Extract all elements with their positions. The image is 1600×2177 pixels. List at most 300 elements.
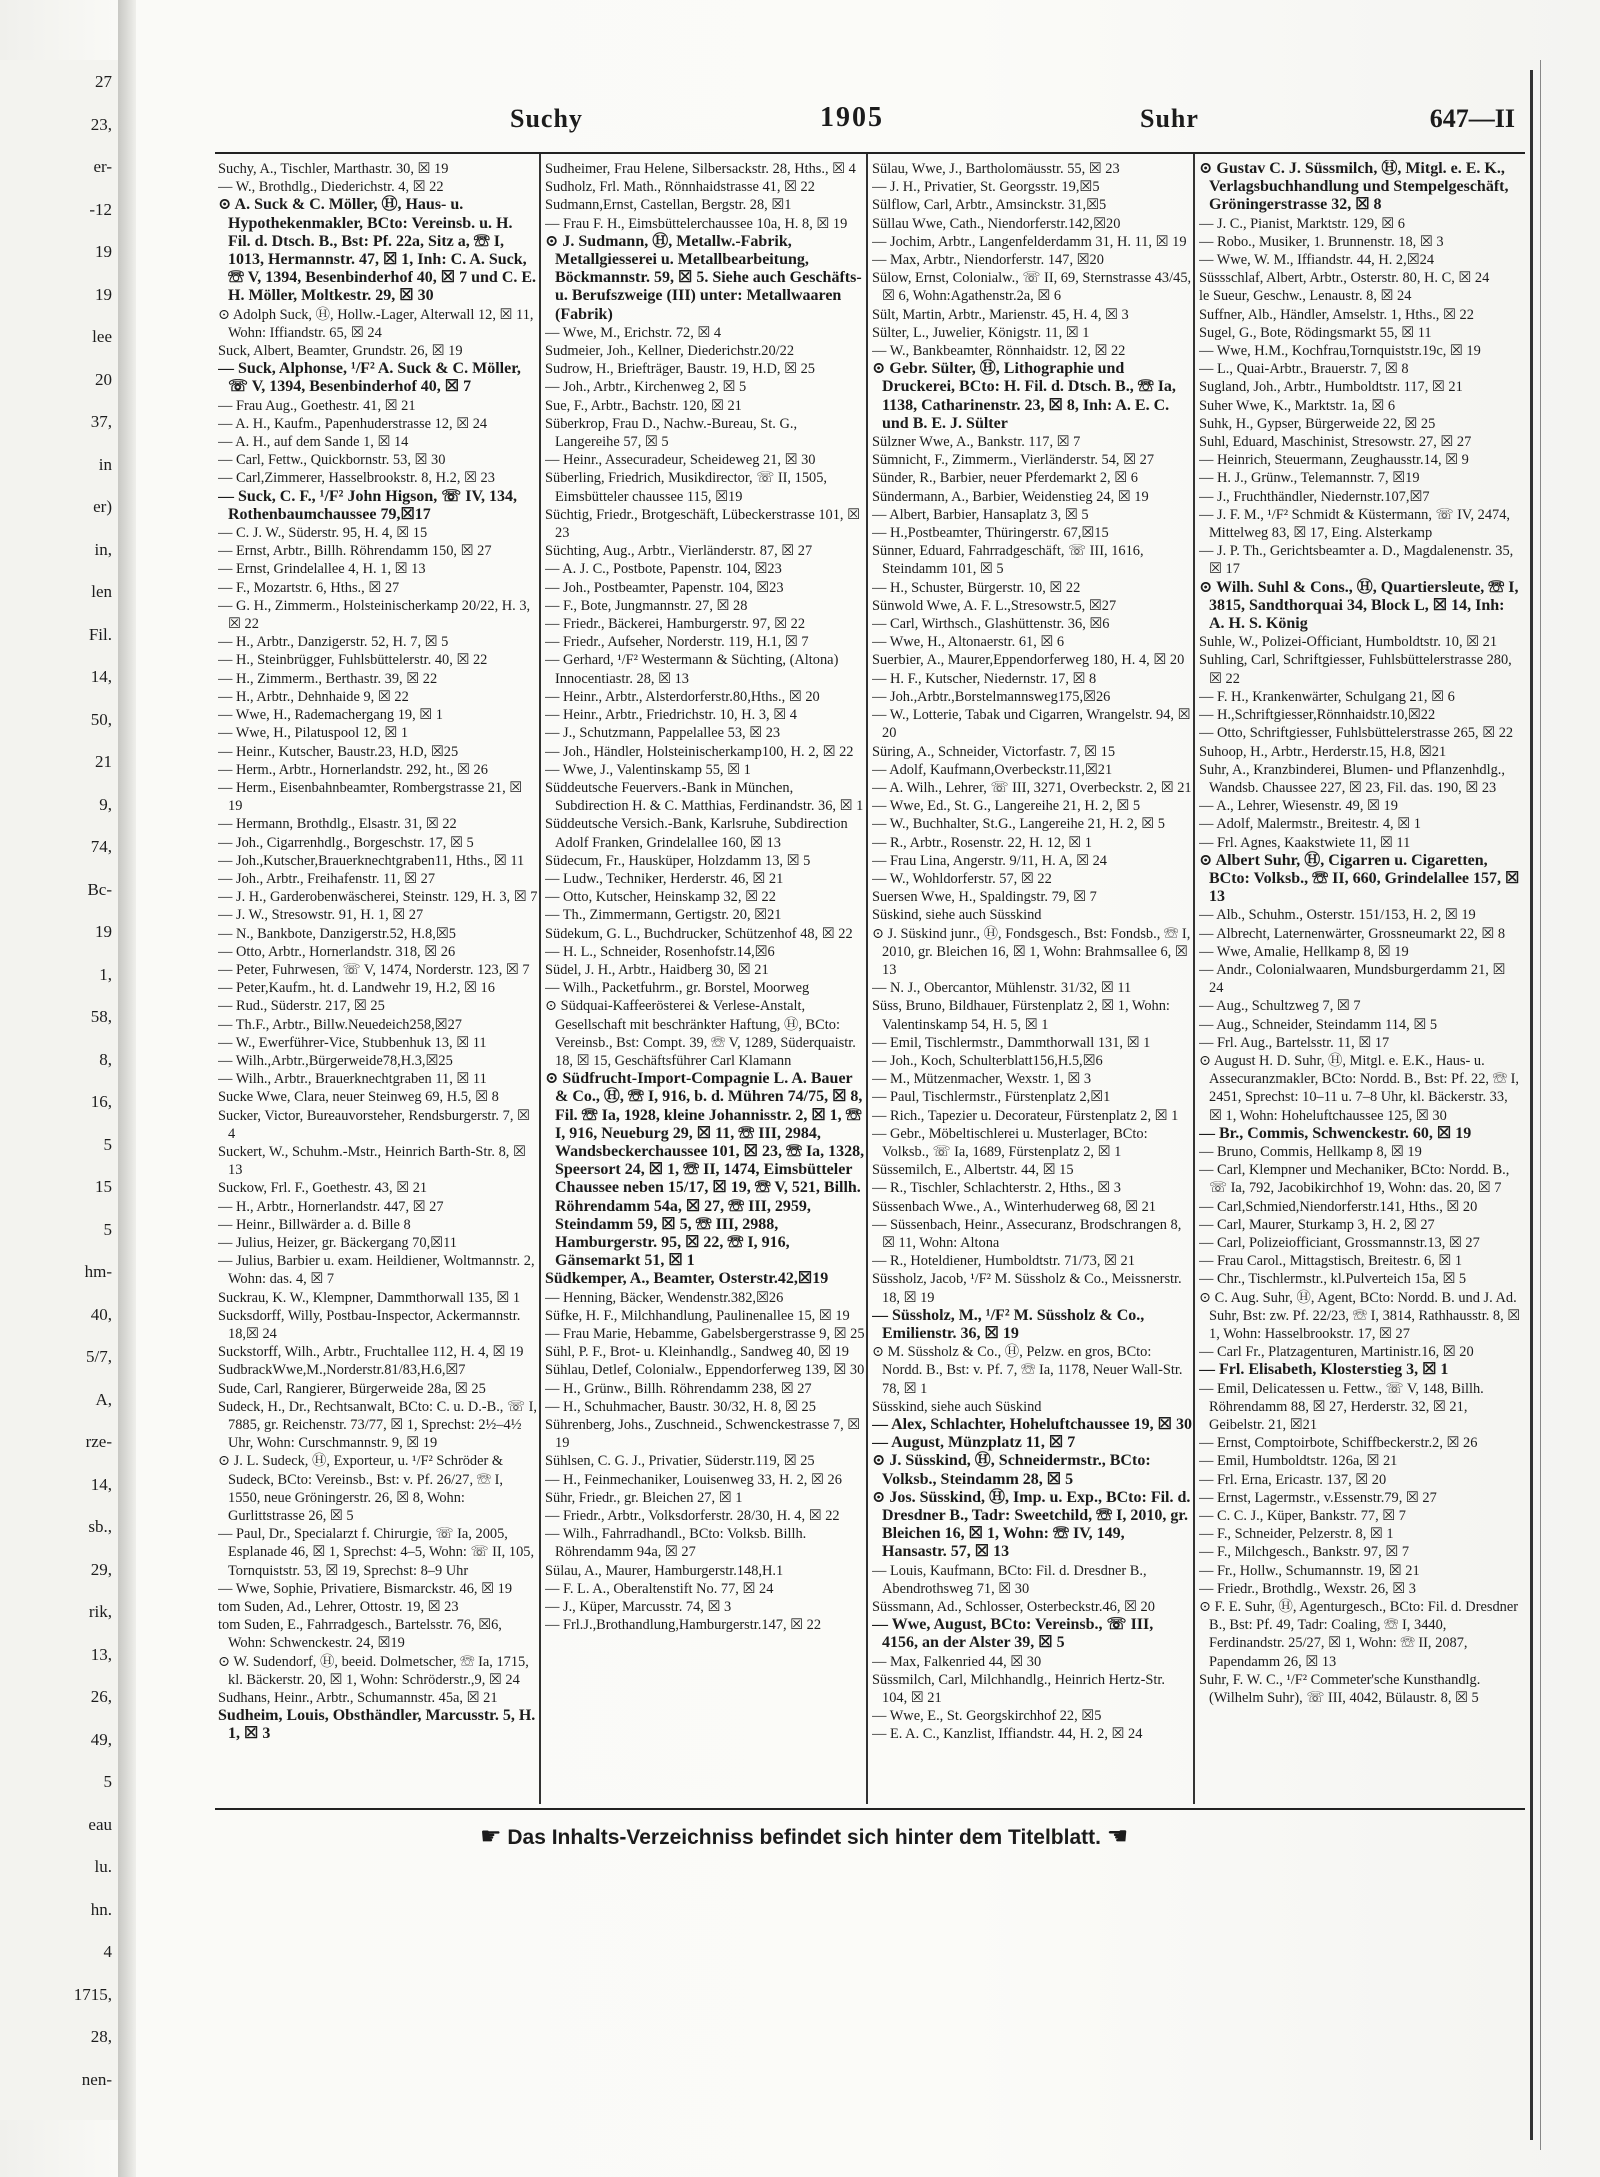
directory-entry: — A. H., Kaufm., Papenhuderstrasse 12, ☒ 24: [218, 415, 488, 432]
margin-fragment: er): [93, 497, 112, 516]
directory-entry: — Suck, Alphonse, ¹/F² A. Suck & C. Möller, ☏ V, 1394, Besenbinderhof 40, ☒ 7: [218, 360, 521, 396]
directory-entry: Sudmeier, Joh., Kellner, Diederichstr.20/22: [545, 343, 795, 360]
directory-entry: — Joh., Postbeamter, Papenstr. 104, ☒23: [545, 579, 784, 596]
directory-entry: Suhle, W., Polizei-Officiant, Humboldtstr. 10, ☒ 21: [1199, 634, 1498, 651]
directory-entry: Suhr, F. W. C., ¹/F² Commeter'sche Kunsthandlg. (Wilhelm Suhr), ☏ III, 4042, Bülaustr. 8, ☒ 5: [1199, 1671, 1481, 1707]
directory-entry: — J. H., Privatier, St. Georgsstr. 19,☒5: [872, 179, 1100, 196]
margin-fragment: 13,: [90, 1644, 112, 1664]
directory-entry: — Andr., Colonialwaaren, Mundsburgerdamm 21, ☒ 24: [1199, 961, 1506, 997]
directory-entry: — H., Zimmerm., Berthastr. 39, ☒ 22: [218, 670, 438, 687]
directory-entry: ⊙ Jos. Süsskind, Ⓗ, Imp. u. Exp., BCto: Fil. d. Dresdner B., Tadr: Sweetchild, ☏ I, 2010, gr. Bleichen 16, ☒ 1, Wohn: ☏ IV, 149, Hansastr. 57, ☒ 13: [872, 1488, 1191, 1561]
directory-entry: Suckow, Frl. F., Goethestr. 43, ☒ 21: [218, 1180, 428, 1197]
directory-entry: ⊙ Südfrucht-Import-Compagnie L. A. Bauer & Co., Ⓗ, ☏ I, 916, b. d. Mühren 74/75, ☒ 8, Fil. ☏ Ia, 1928, kleine Johannisstr. 2, ☒ 1, ☏ I, 916, Neueburg 29, ☒ 11, ☏ III, 2984, Wandsbeckerchaussee 101, ☒ 23, ☏ Ia, 1328, Speersort 24, ☒ 1, ☏ II, 1474, Eimsbütteler Chaussee neben 15/17, ☒ 19, ☏ V, 521, Billh. Röhrendamm 54a, ☒ 27, ☏ III, 2959, Steindamm 59, ☒ 5, ☏ III, 2988, Hamburgerstr. 95, ☒ 22, ☏ I, 916, Gänsemarkt 51, ☒ 1: [545, 1070, 865, 1270]
directory-entry: — Friedr., Arbtr., Volksdorferstr. 28/30, H. 4, ☒ 22: [545, 1508, 840, 1525]
directory-entry: — Herm., Eisenbahnbeamter, Rombergstrasse 21, ☒ 19: [218, 779, 523, 815]
directory-entry: — Paul, Dr., Specialarzt f. Chirurgie, ☏ Ia, 2005, Esplanade 46, ☒ 1, Sprechst: 4–5, Wohn: ☏ II, 105, Tornquiststr. 53, ☒ 19, Sprechst: 8–9 Uhr: [218, 1526, 535, 1579]
directory-entry: — W., Lotterie, Tabak und Cigarren, Wrangelstr. 94, ☒ 20: [872, 707, 1191, 742]
directory-entry: — Wwe, H., Pilatuspool 12, ☒ 1: [218, 725, 409, 742]
directory-entry: Süsskind, siehe auch Süskind: [872, 1398, 1042, 1415]
directory-entry: Sühl, P. F., Brot- u. Kleinhandlg., Sandweg 40, ☒ 19: [545, 1344, 849, 1361]
footer-text: Das Inhalts-Verzeichniss befindet sich hinter dem Titelblatt.: [507, 1826, 1101, 1849]
column-2: [545, 160, 865, 1800]
directory-entry: — Frl.J.,Brothandlung,Hamburgerstr.147, ☒ 22: [545, 1617, 822, 1634]
directory-entry: — W., Ewerführer-Vice, Stubbenhuk 13, ☒ 11: [218, 1034, 487, 1051]
directory-entry: Suhr, A., Kranzbinderei, Blumen- und Pflanzenhdlg., Wandsb. Chaussee 227, ☒ 23, Fil. das. 190, ☒ 23: [1199, 761, 1505, 796]
directory-entry: — Frl. Elisabeth, Klosterstieg 3, ☒ 1: [1199, 1361, 1449, 1379]
directory-entry: ⊙ F. E. Suhr, Ⓗ, Agenturgesch., BCto: Fil. d. Dresdner B., Bst: Pf. 49, Tadr: Coaling, ☏ I, 3440, Ferdinandstr. 25/27, ☒ 1, Wohn: ☏ II, 2087, Papendamm 26, ☒ 13: [1199, 1599, 1519, 1670]
directory-entry: — Jochim, Arbtr., Langenfelderdamm 31, H. 11, ☒ 19: [872, 233, 1187, 250]
directory-entry: ⊙ Südquai-Kaffeerösterei & Verlese-Anstalt, Gesellschaft mit beschränkter Haftung, Ⓗ, BCto: Vereinsb., Bst: Compt. 39, ☏ V, 1289, Süderquaistr. 18, ☒ 15, Geschäftsführer Carl Klamann: [545, 998, 856, 1069]
directory-entry: Suhl, Eduard, Maschinist, Stresowstr. 27, ☒ 27: [1199, 434, 1472, 451]
directory-entry: Süssschlaf, Albert, Arbtr., Osterstr. 80, H. C, ☒ 24: [1199, 270, 1490, 287]
directory-entry: tom Suden, E., Fahrradgesch., Bartelsstr. 76, ☒6, Wohn: Schwenckestr. 24, ☒19: [218, 1617, 502, 1652]
directory-entry: — Emil, Tischlermstr., Dammthorwall 131, ☒ 1: [872, 1034, 1151, 1051]
directory-entry: le Sueur, Geschw., Lenaustr. 8, ☒ 24: [1199, 288, 1412, 305]
directory-entry: ⊙ Adolph Suck, Ⓗ, Hollw.-Lager, Alterwall 12, ☒ 11, Wohn: Iffiandstr. 65, ☒ 24: [218, 306, 534, 341]
directory-entry: — Carl,Schmied,Niendorferstr.141, Hths., ☒ 20: [1199, 1198, 1478, 1215]
directory-entry: — Julius, Heizer, gr. Bäckergang 70,☒11: [218, 1234, 457, 1251]
directory-entry: — Max, Falkenried 44, ☒ 30: [872, 1653, 1042, 1670]
directory-entry: — Gerhard, ¹/F² Westermann & Süchting, (Altona) Innocentiastr. 28, ☒ 13: [545, 652, 839, 687]
directory-entry: — J. C., Pianist, Marktstr. 129, ☒ 6: [1199, 215, 1405, 232]
directory-entry: Süfke, H. F., Milchhandlung, Paulinenallee 15, ☒ 19: [545, 1307, 850, 1324]
directory-entry: Sülter, L., Juwelier, Königstr. 11, ☒ 1: [872, 324, 1090, 341]
margin-fragment: 9,: [99, 794, 112, 814]
directory-entry: — H.,Postbeamter, Thüringerstr. 67,☒15: [872, 525, 1109, 542]
margin-fragment: Fil.: [88, 624, 112, 644]
directory-entry: Sudeck, H., Dr., Rechtsanwalt, BCto: C. u. D.-B., ☏ I, 7885, gr. Reichenstr. 73/77, ☒ 1, Sprechst: 2½–4½ Uhr, Wohn: Curschmannstr. 9, ☒ 19: [218, 1398, 537, 1452]
directory-entry: — Carl, Klempner und Mechaniker, BCto: Nordd. B., ☏ Ia, 792, Jacobikirchhof 19, Wohn: das. 20, ☒ 7: [1199, 1162, 1510, 1197]
directory-entry: — Henning, Bäcker, Wendenstr.382,☒26: [545, 1289, 784, 1306]
directory-entry: — August, Münzplatz 11, ☒ 7: [872, 1434, 1076, 1452]
margin-fragment: 1715,: [73, 1984, 112, 2004]
directory-entry: — H., Arbtr., Hornerlandstr. 447, ☒ 27: [218, 1198, 444, 1215]
margin-fragment: 16,: [90, 1092, 112, 1111]
directory-entry: Suersen Wwe, H., Spaldingstr. 79, ☒ 7: [872, 889, 1097, 906]
directory-entry: — Wwe, W. M., Iffiandstr. 44, H. 2,☒24: [1199, 252, 1435, 269]
margin-fragment: 5: [103, 1219, 112, 1239]
directory-entry: Suckstorff, Wilh., Arbtr., Fruchtallee 112, H. 4, ☒ 19: [218, 1344, 524, 1361]
margin-fragment: 20: [95, 369, 112, 389]
margin-fragment: 5: [103, 1134, 112, 1154]
directory-entry: — Alex, Schlachter, Hoheluftchaussee 19, ☒ 30: [872, 1416, 1192, 1434]
directory-entry: — Bruno, Commis, Hellkamp 8, ☒ 19: [1199, 1143, 1422, 1160]
margin-fragment: Bc-: [87, 879, 112, 899]
directory-entry: — Rich., Tapezier u. Decorateur, Fürstenplatz 2, ☒ 1: [872, 1107, 1179, 1124]
directory-entry: — Robo., Musiker, 1. Brunnenstr. 18, ☒ 3: [1199, 233, 1444, 250]
directory-entry: Süchting, Aug., Arbtr., Vierländerstr. 87, ☒ 27: [545, 543, 813, 560]
margin-fragment: 26,: [90, 1687, 112, 1706]
directory-entry: — E. A. C., Kanzlist, Iffiandstr. 44, H. 2, ☒ 24: [872, 1726, 1143, 1743]
directory-entry: Sucke Wwe, Clara, neuer Steinweg 69, H.5, ☒ 8: [218, 1089, 499, 1106]
directory-entry: Sührenberg, Johs., Zuschneid., Schwenckestrasse 7, ☒ 19: [545, 1417, 861, 1452]
directory-entry: Süskind, siehe auch Süsskind: [872, 907, 1042, 924]
directory-entry: — H., Arbtr., Danzigerstr. 52, H. 7, ☒ 5: [218, 634, 449, 651]
directory-entry: Sudrow, H., Briefträger, Baustr. 19, H.D, ☒ 25: [545, 361, 815, 378]
directory-entry: — H. L., Schneider, Rosenhofstr.14,☒6: [545, 943, 775, 960]
directory-entry: — H., Schuster, Bürgerstr. 10, ☒ 22: [872, 579, 1081, 596]
directory-entry: Süssmilch, Carl, Milchhandlg., Heinrich Hertz-Str. 104, ☒ 21: [872, 1671, 1165, 1707]
margin-fragment: 23,: [90, 114, 112, 134]
directory-entry: ⊙ August H. D. Suhr, Ⓗ, Mitgl. e. E.K., Haus- u. Assecuranzmakler, BCto: Nordd. B., Bst: Pf. 22, ☏ I, 2451, Sprechst: 10–11 u. 7–8 Uhr, kl. Bäckerstr. 33, ☒ 1, Wohn: Hoheluftchaussee 125, ☒ 30: [1199, 1052, 1519, 1124]
margin-fragment: len: [91, 582, 112, 601]
directory-entry: — H. J., Grünw., Telemannstr. 7, ☒19: [1199, 470, 1420, 487]
directory-entry: tom Suden, Ad., Lehrer, Ottostr. 19, ☒ 23: [218, 1599, 459, 1616]
page-border: [1540, 60, 1541, 2150]
directory-entry: — Heinr., Arbtr., Alsterdorferstr.80,Hths., ☒ 20: [545, 688, 820, 705]
directory-entry: Süssmann, Ad., Schlosser, Osterbeckstr.46, ☒ 20: [872, 1599, 1155, 1616]
directory-entry: — N. J., Obercantor, Mühlenstr. 31/32, ☒ 11: [872, 980, 1132, 997]
directory-entry: — R., Tischler, Schlachterstr. 2, Hths., ☒ 3: [872, 1180, 1121, 1197]
directory-entry: — Ernst, Arbtr., Billh. Röhrendamm 150, ☒ 27: [218, 543, 492, 560]
footer-rule: [215, 1808, 1525, 1810]
margin-fragment: 15: [95, 1177, 112, 1196]
directory-entry: — Heinr., Billwärder a. d. Bille 8: [218, 1216, 411, 1233]
margin-fragment: 14,: [90, 667, 112, 686]
directory-entry: Suck, Albert, Beamter, Grundstr. 26, ☒ 19: [218, 343, 463, 360]
directory-entry: — J. F. M., ¹/F² Schmidt & Küstermann, ☏ IV, 2474, Mittelweg 83, ☒ 17, Eing. Alsterkamp: [1199, 506, 1511, 542]
directory-entry: — Paul, Tischlermstr., Fürstenplatz 2,☒1: [872, 1089, 1111, 1106]
margin-fragment: A,: [95, 1389, 112, 1409]
directory-entry: — W., Buchhalter, St.G., Langereihe 21, H. 2, ☒ 5: [872, 816, 1165, 833]
directory-entry: — Hermann, Brothdlg., Elsastr. 31, ☒ 22: [218, 816, 457, 833]
directory-entry: — M., Mützenmacher, Wexstr. 1, ☒ 3: [872, 1071, 1092, 1088]
directory-entry: — Suck, C. F., ¹/F² John Higson, ☏ IV, 134, Rothenbaumchaussee 79,☒17: [218, 487, 518, 523]
margin-fragment: hm-: [84, 1262, 112, 1281]
directory-entry: — Heinr., Kutscher, Baustr.23, H.D, ☒25: [218, 743, 459, 760]
directory-entry: — Wilh., Packetfuhrm., gr. Borstel, Moorweg: [545, 980, 810, 997]
directory-entry: — Wwe, H., Altonaerstr. 61, ☒ 6: [872, 634, 1065, 651]
directory-entry: — Chr., Tischlermstr., kl.Pulverteich 15a, ☒ 5: [1199, 1271, 1467, 1288]
directory-entry: — Wwe, Amalie, Hellkamp 8, ☒ 19: [1199, 943, 1409, 960]
directory-entry: — N., Bankbote, Danzigerstr.52, H.8,☒5: [218, 925, 456, 942]
directory-entry: — Wilh., Fahrradhandl., BCto: Volksb. Billh. Röhrendamm 94a, ☒ 27: [545, 1526, 807, 1561]
directory-entry: Sünwold Wwe, A. F. L.,Stresowstr.5, ☒27: [872, 597, 1117, 614]
directory-entry: — Carl,Zimmerer, Hasselbrookstr. 8, H.2, ☒ 23: [218, 470, 495, 487]
directory-entry: Sue, F., Arbtr., Bachstr. 120, ☒ 21: [545, 397, 742, 414]
directory-entry: Sünner, Eduard, Fahrradgeschäft, ☏ III, 1616, Steindamm 101, ☒ 5: [872, 543, 1144, 578]
directory-entry: — F. H., Krankenwärter, Schulgang 21, ☒ 6: [1199, 688, 1455, 705]
directory-entry: Suhk, H., Gypser, Bürgerweide 22, ☒ 25: [1199, 415, 1436, 432]
column-1: [218, 160, 538, 1800]
directory-entry: — Wwe, M., Erichstr. 72, ☒ 4: [545, 324, 722, 341]
directory-entry: — Albert, Barbier, Hansaplatz 3, ☒ 5: [872, 506, 1089, 523]
margin-fragment: 50,: [90, 709, 112, 729]
directory-entry: — H., Schuhmacher, Baustr. 30/32, H. 8, ☒ 25: [545, 1398, 816, 1415]
directory-entry: Süddeutsche Feuervers.-Bank in München, Subdirection H. & C. Matthias, Ferdinandstr. 36, ☒ 1: [545, 779, 864, 815]
directory-entry: — Wwe, August, BCto: Vereinsb., ☏ III, 4156, an der Alster 39, ☒ 5: [872, 1616, 1154, 1652]
margin-fragment: 19: [95, 242, 112, 261]
directory-entry: — Carl, Maurer, Sturkamp 3, H. 2, ☒ 27: [1199, 1216, 1435, 1233]
directory-entry: — H.,Schriftgiesser,Rönnhaidstr.10,☒22: [1199, 707, 1436, 724]
directory-entry: — Frl. Agnes, Kaakstwiete 11, ☒ 11: [1199, 834, 1411, 851]
directory-entry: Süberling, Friedrich, Musikdirector, ☏ II, 1505, Eimsbütteler chaussee 115, ☒19: [545, 470, 828, 505]
directory-entry: ⊙ C. Aug. Suhr, Ⓗ, Agent, BCto: Nordd. B. und J. Ad. Suhr, Bst: zw. Pf. 22/23, ☏ I, 3814, Rathhausstr. 8, ☒ 1, Wohn: Hasselbrookstr. 17, ☒ 27: [1199, 1289, 1521, 1342]
directory-entry: — Frau Marie, Hebamme, Gabelsbergerstrasse 9, ☒ 25: [545, 1326, 865, 1342]
margin-fragment: 74,: [90, 837, 112, 856]
directory-entry: — Carl, Polizeiofficiant, Grossmannstr.13, ☒ 27: [1199, 1234, 1480, 1251]
directory-entry: — Fr., Hollw., Schumannstr. 19, ☒ 21: [1199, 1562, 1420, 1579]
directory-entry: — Joh.,Arbtr.,Borstelmannsweg175,☒26: [872, 688, 1111, 705]
header-rule: [215, 152, 1525, 154]
margin-fragment: 1,: [99, 964, 112, 984]
directory-entry: — Joh., Cigarrenhdlg., Borgeschstr. 17, ☒ 5: [218, 834, 474, 851]
directory-entry: Süllau Wwe, Cath., Niendorferstr.142,☒20: [872, 215, 1121, 232]
directory-entry: Sündermann, A., Barbier, Weidenstieg 24, ☒ 19: [872, 488, 1149, 505]
directory-entry: — Joh., Arbtr., Freihafenstr. 11, ☒ 27: [218, 870, 436, 887]
directory-entry: — Joh.,Kutscher,Brauerknechtgraben11, Hths., ☒ 11: [218, 852, 525, 869]
directory-entry: — Br., Commis, Schwenckestr. 60, ☒ 19: [1199, 1124, 1472, 1142]
directory-entry: — H. F., Kutscher, Niedernstr. 17, ☒ 8: [872, 670, 1097, 687]
directory-entry: — A. Wilh., Lehrer, ☏ III, 3271, Overbeckstr. 2, ☒ 21: [872, 779, 1192, 796]
page-header: [215, 100, 1525, 140]
directory-entry: — Joh., Händler, Holsteinischerkamp100, H. 2, ☒ 22: [545, 743, 854, 760]
margin-fragment: 37,: [90, 412, 112, 431]
directory-entry: — Herm., Arbtr., Hornerlandstr. 292, ht., ☒ 26: [218, 761, 488, 778]
directory-entry: Süssenbach Wwe., A., Winterhuderweg 68, ☒ 21: [872, 1198, 1156, 1215]
directory-entry: ⊙ J. Sudmann, Ⓗ, Metallw.-Fabrik, Metallgiesserei u. Metallbearbeitung, Böckmannstr. 59, ☒ 5. Siehe auch Geschäfts- u. Berufszweige (III) unter: Metallwaaren (Fabrik): [545, 232, 862, 323]
directory-entry: — F. L. A., Oberaltenstift No. 77, ☒ 24: [545, 1580, 774, 1597]
margin-fragment: 28,: [90, 2027, 112, 2046]
column-divider: [1193, 154, 1195, 1804]
margin-fragment: nen-: [81, 2069, 112, 2089]
directory-entry: — Emil, Delicatessen u. Fettw., ☏ V, 148, Billh. Röhrendamm 88, ☒ 27, Herderstr. 32, ☒ 21, Geibelstr. 21, ☒21: [1199, 1380, 1484, 1434]
directory-entry: — J. H., Garderobenwäscherei, Steinstr. 129, H. 3, ☒ 7: [218, 889, 538, 906]
directory-entry: Südecum, Fr., Hausküper, Holzdamm 13, ☒ 5: [545, 852, 811, 869]
directory-entry: — Frl. Erna, Ericastr. 137, ☒ 20: [1199, 1471, 1387, 1488]
page-border: [1530, 70, 1533, 2140]
margin-fragment: 19: [95, 284, 112, 304]
directory-entry: — H., Arbtr., Dehnhaide 9, ☒ 22: [218, 688, 409, 705]
margin-fragment: 4: [103, 1942, 112, 1961]
directory-entry: — A. H., auf dem Sande 1, ☒ 14: [218, 434, 409, 451]
directory-entry: ⊙ M. Süssholz & Co., Ⓗ, Pelzw. en gros, BCto: Nordd. B., Bst: v. Pf. 7, ☏ Ia, 1178, Neuer Wall-Str. 78, ☒ 1: [872, 1344, 1183, 1397]
directory-entry: — Frau Carol., Mittagstisch, Breitestr. 6, ☒ 1: [1199, 1253, 1463, 1270]
directory-entry: — Carl, Wirthsch., Glashüttenstr. 36, ☒6: [872, 616, 1110, 633]
directory-entry: — C. J. W., Süderstr. 95, H. 4, ☒ 15: [218, 525, 428, 542]
directory-entry: — Heinrich, Steuermann, Zeughausstr.14, ☒ 9: [1199, 452, 1469, 469]
directory-entry: — Friedr., Bäckerei, Hamburgerstr. 97, ☒ 22: [545, 616, 806, 633]
directory-entry: — Th.F., Arbtr., Billw.Neuedeich258,☒27: [218, 1016, 462, 1033]
margin-fragment: 49,: [90, 1729, 112, 1749]
directory-entry: ⊙ Albert Suhr, Ⓗ, Cigarren u. Cigaretten, BCto: Volksb., ☏ II, 660, Grindelallee 157, ☒ 13: [1199, 851, 1520, 906]
directory-entry: — Frl. Aug., Bartelsstr. 11, ☒ 17: [1199, 1034, 1390, 1051]
directory-entry: — Julius, Barbier u. exam. Heildiener, Woltmannstr. 2, Wohn: das. 4, ☒ 7: [218, 1253, 535, 1288]
directory-entry: — F., Bote, Jungmannstr. 27, ☒ 28: [545, 597, 748, 614]
column-divider: [539, 154, 541, 1804]
margin-fragment: in: [98, 454, 112, 474]
directory-entry: Sülzner Wwe, A., Bankstr. 117, ☒ 7: [872, 434, 1081, 451]
directory-entry: Suckrau, K. W., Klempner, Dammthorwall 135, ☒ 1: [218, 1289, 521, 1306]
directory-entry: Südekum, G. L., Buchdrucker, Schützenhof 48, ☒ 22: [545, 925, 853, 942]
directory-entry: — R., Arbtr., Rosenstr. 22, H. 12, ☒ 1: [872, 834, 1092, 851]
directory-entry: — Joh., Arbtr., Kirchenweg 2, ☒ 5: [545, 379, 747, 396]
margin-fragment: hn.: [90, 1899, 112, 1919]
directory-entry: — Friedr., Aufseher, Norderstr. 119, H.1, ☒ 7: [545, 634, 809, 651]
directory-entry: ⊙ Gebr. Sülter, Ⓗ, Lithographie und Druckerei, BCto: H. Fil. d. Dtsch. B., ☏ Ia, 1138, Catharinenstr. 23, ☒ 8, Inh: A. E. C. und B. E. J. Sülter: [872, 360, 1176, 432]
directory-entry: Sünder, R., Barbier, neuer Pferdemarkt 2, ☒ 6: [872, 470, 1138, 487]
directory-entry: Suhling, Carl, Schriftgiesser, Fuhlsbüttelerstrasse 280, ☒ 22: [1199, 652, 1512, 687]
margin-fragment: 5/7,: [86, 1347, 112, 1366]
directory-entry: — Peter, Fuhrwesen, ☏ V, 1474, Norderstr. 123, ☒ 7: [218, 961, 530, 978]
directory-entry: — F., Milchgesch., Bankstr. 97, ☒ 7: [1199, 1544, 1410, 1561]
margin-fragment: 21: [95, 752, 112, 771]
header-left-keyword: Suchy: [510, 104, 583, 133]
margin-fragment: in,: [94, 539, 112, 559]
directory-entry: Sugland, Joh., Arbtr., Humboldtstr. 117, ☒ 21: [1199, 379, 1463, 396]
directory-entry: — Gebr., Möbeltischlerei u. Musterlager, BCto: Volksb., ☏ Ia, 1689, Fürstenplatz 2, ☒ 1: [872, 1125, 1148, 1160]
directory-entry: Sümnicht, F., Zimmerm., Vierländerstr. 54, ☒ 27: [872, 452, 1155, 469]
directory-entry: — Wwe, E., St. Georgskirchhof 22, ☒5: [872, 1708, 1102, 1725]
directory-entry: — A., Lehrer, Wiesenstr. 49, ☒ 19: [1199, 798, 1398, 815]
margin-fragment: 14,: [90, 1474, 112, 1494]
directory-entry: — Aug., Schultzweg 7, ☒ 7: [1199, 998, 1361, 1015]
directory-entry: — Heinr., Assecuradeur, Scheideweg 21, ☒ 30: [545, 452, 816, 469]
directory-entry: Süssemilch, E., Albertstr. 44, ☒ 15: [872, 1162, 1074, 1179]
directory-entry: — L., Quai-Arbtr., Brauerstr. 7, ☒ 8: [1199, 361, 1409, 378]
directory-entry: — Wwe, Ed., St. G., Langereihe 21, H. 2, ☒ 5: [872, 798, 1141, 815]
directory-entry: — J. P. Th., Gerichtsbeamter a. D., Magdalenenstr. 35, ☒ 17: [1199, 543, 1514, 578]
directory-entry: — Aug., Schneider, Steindamm 114, ☒ 5: [1199, 1016, 1438, 1033]
directory-entry: Sühlau, Detlef, Colonialw., Eppendorferweg 139, ☒ 30: [545, 1362, 865, 1379]
directory-entry: — J., Fruchthändler, Niedernstr.107,☒7: [1199, 488, 1430, 505]
directory-entry: — A. J. C., Postbote, Papenstr. 104, ☒23: [545, 561, 782, 578]
directory-entry: SudbrackWwe,M.,Norderstr.81/83,H.6,☒7: [218, 1362, 466, 1379]
directory-entry: — Ludw., Techniker, Herderstr. 46, ☒ 21: [545, 870, 784, 887]
directory-entry: ⊙ Gustav C. J. Süssmilch, Ⓗ, Mitgl. e. E. K., Verlagsbuchhandlung und Stempelgeschäft, Gröningerstrasse 32, ☒ 8: [1199, 160, 1509, 214]
column-4: [1199, 160, 1523, 1800]
directory-entry: — F., Schneider, Pelzerstr. 8, ☒ 1: [1199, 1526, 1394, 1543]
directory-entry: — W., Bankbeamter, Rönnhaidstr. 12, ☒ 22: [872, 343, 1126, 360]
directory-entry: Süddeutsche Versich.-Bank, Karlsruhe, Subdirection Adolf Franken, Grindelallee 160, ☒ 13: [545, 816, 848, 851]
directory-entry: Südkemper, A., Beamter, Osterstr.42,☒19: [545, 1270, 829, 1288]
directory-entry: Sülau, Wwe, J., Bartholomäusstr. 55, ☒ 23: [872, 161, 1120, 177]
directory-entry: Suhoop, H., Arbtr., Herderstr.15, H.8, ☒21: [1199, 743, 1447, 760]
margin-fragment: -12: [89, 199, 112, 219]
directory-entry: Sudmann,Ernst, Castellan, Bergstr. 28, ☒1: [545, 197, 792, 214]
directory-entry: Süss, Bruno, Bildhauer, Fürstenplatz 2, ☒ 1, Wohn: Valentinskamp 54, H. 5, ☒ 1: [872, 998, 1170, 1033]
pointing-hand-icon: ☛: [480, 1823, 502, 1850]
page-fold: [118, 0, 136, 2177]
directory-entry: — Otto, Schriftgiesser, Fuhlsbüttelerstrasse 265, ☒ 22: [1199, 725, 1514, 742]
directory-entry: Südel, J. H., Arbtr., Haidberg 30, ☒ 21: [545, 961, 769, 978]
margin-fragment: rze-: [85, 1432, 112, 1451]
directory-entry: Sucker, Victor, Bureauvorsteher, Rendsburgerstr. 7, ☒ 4: [218, 1107, 530, 1142]
directory-entry: Sühr, Friedr., gr. Bleichen 27, ☒ 1: [545, 1489, 743, 1506]
directory-entry: — Frau F. H., Eimsbüttelerchaussee 10a, H. 8, ☒ 19: [545, 215, 848, 232]
directory-entry: — Carl, Fettw., Quickbornstr. 53, ☒ 30: [218, 452, 446, 469]
directory-entry: — Alb., Schuhm., Osterstr. 151/153, H. 2, ☒ 19: [1199, 907, 1476, 924]
margin-fragment: rik,: [88, 1602, 112, 1621]
margin-fragment: 19: [95, 922, 112, 941]
page-number: 647—II: [1429, 104, 1515, 133]
column-divider: [866, 154, 868, 1804]
directory-entry: Sülau, A., Maurer, Hamburgerstr.148,H.1: [545, 1562, 784, 1579]
directory-entry: Sucksdorff, Willy, Postbau-Inspector, Ackermannstr. 18,☒ 24: [218, 1307, 521, 1342]
margin-fragment: 5: [103, 1772, 112, 1791]
directory-entry: ⊙ Wilh. Suhl & Cons., Ⓗ, Quartiersleute, ☏ I, 3815, Sandthorquai 34, Block L, ☒ 14, Inh: A. H. S. König: [1199, 578, 1519, 633]
directory-entry: Sülflow, Carl, Arbtr., Amsinckstr. 31,☒5: [872, 197, 1107, 214]
margin-fragment: 58,: [90, 1007, 112, 1026]
header-right-keyword: Suhr: [1140, 104, 1199, 133]
directory-entry: — Wilh., Arbtr., Brauerknechtgraben 11, ☒ 11: [218, 1071, 487, 1088]
directory-entry: — W., Brothdlg., Diederichstr. 4, ☒ 22: [218, 179, 444, 196]
directory-entry: — Louis, Kaufmann, BCto: Fil. d. Dresdner B., Abendrothsweg 71, ☒ 30: [872, 1562, 1147, 1597]
directory-entry: ⊙ A. Suck & C. Möller, Ⓗ, Haus- u. Hypothekenmakler, BCto: Vereinsb. u. H. Fil. d. Dtsch. B., Bst: Pf. 22a, Sitz a, ☏ I, 1013, Hermannstr. 47, ☒ 1, Inh: C. A. Suck, ☏ V, 1394, Besenbinderhof 40, ☒ 7 und C. E. H. Möller, Moltkestr. 29, ☒ 30: [218, 196, 537, 305]
directory-entry: — Frau Aug., Goethestr. 41, ☒ 21: [218, 397, 416, 414]
directory-entry: — G. H., Zimmerm., Holsteinischerkamp 20/22, H. 3, ☒ 22: [218, 597, 531, 633]
directory-entry: — J., Küper, Marcusstr. 74, ☒ 3: [545, 1599, 732, 1616]
directory-entry: Suchy, A., Tischler, Marthastr. 30, ☒ 19: [218, 161, 449, 177]
directory-entry: — Adolf, Kaufmann,Overbeckstr.11,☒21: [872, 761, 1113, 778]
directory-entry: — Friedr., Brothdlg., Wexstr. 26, ☒ 3: [1199, 1580, 1416, 1597]
directory-entry: — Süssholz, M., ¹/F² M. Süssholz & Co., Emilienstr. 36, ☒ 19: [872, 1306, 1145, 1342]
directory-entry: — Adolf, Malermstr., Breitestr. 4, ☒ 1: [1199, 816, 1421, 833]
directory-entry: Süchtig, Friedr., Brotgeschäft, Lübeckerstrasse 101, ☒ 23: [545, 506, 861, 542]
directory-entry: — Albrecht, Laternenwärter, Grossneumarkt 22, ☒ 8: [1199, 925, 1506, 942]
directory-entry: — Th., Zimmermann, Gertigstr. 20, ☒21: [545, 907, 782, 924]
directory-entry: — H., Feinmechaniker, Louisenweg 33, H. 2, ☒ 26: [545, 1471, 842, 1488]
directory-entry: — Max, Arbtr., Niendorferstr. 147, ☒20: [872, 252, 1104, 269]
directory-entry: Sülow, Ernst, Colonialw., ☏ II, 69, Sternstrasse 43/45, ☒ 6, Wohn:Agathenstr.2a, ☒ 6: [872, 270, 1192, 305]
directory-entry: Sudheimer, Frau Helene, Silbersackstr. 28, Hths., ☒ 4: [545, 161, 856, 177]
directory-entry: — Wwe, H.M., Kochfrau,Tornquiststr.19c, ☒ 19: [1199, 343, 1481, 360]
margin-fragment: er-: [93, 157, 112, 176]
directory-entry: — Wilh.,Arbtr.,Bürgerweide78,H.3,☒25: [218, 1052, 453, 1069]
margin-fragment: sb.,: [88, 1517, 112, 1536]
directory-entry: — H., Grünw., Billh. Röhrendamm 238, ☒ 27: [545, 1380, 812, 1397]
margin-fragment: lu.: [94, 1857, 112, 1876]
directory-entry: — F., Mozartstr. 6, Hths., ☒ 27: [218, 579, 400, 596]
directory-entry: Suher Wwe, K., Marktstr. 1a, ☒ 6: [1199, 397, 1396, 414]
directory-entry: Suffner, Alb., Händler, Amselstr. 1, Hths., ☒ 22: [1199, 306, 1474, 323]
column-3: [872, 160, 1192, 1800]
directory-entry: — Otto, Arbtr., Hornerlandstr. 318, ☒ 26: [218, 943, 456, 960]
directory-entry: Suckert, W., Schuhm.-Mstr., Heinrich Barth-Str. 8, ☒ 13: [218, 1143, 526, 1179]
directory-entry: — Carl Fr., Platzagenturen, Martinistr.16, ☒ 20: [1199, 1344, 1474, 1361]
directory-entry: — Wwe, J., Valentinskamp 55, ☒ 1: [545, 761, 751, 778]
directory-entry: Sugel, G., Bote, Rödingsmarkt 55, ☒ 11: [1199, 324, 1432, 341]
margin-fragment: 27: [95, 72, 112, 91]
footer-notice: [480, 1822, 1128, 1851]
pointing-hand-icon: ☚: [1106, 1823, 1129, 1850]
directory-entry: — Frau Lina, Angerstr. 9/11, H. A, ☒ 24: [872, 852, 1108, 869]
directory-entry: — Wwe, H., Rademachergang 19, ☒ 1: [218, 707, 443, 724]
directory-entry: Sudheim, Louis, Obsthändler, Marcusstr. 5, H. 1, ☒ 3: [218, 1707, 536, 1743]
directory-entry: ⊙ J. L. Sudeck, Ⓗ, Exporteur, u. ¹/F² Schröder & Sudeck, BCto: Vereinsb., Bst: v. Pf. 26/27, ☏ I, 1550, neue Gröningerstr. 26, ☒ 8, Wohn: Gurlittstrasse 26, ☒ 5: [218, 1453, 504, 1525]
directory-entry: — Otto, Kutscher, Heinskamp 32, ☒ 22: [545, 889, 776, 906]
directory-entry: — Heinr., Arbtr., Friedrichstr. 10, H. 3, ☒ 4: [545, 707, 797, 724]
directory-entry: — Süssenbach, Heinr., Assecuranz, Brodschrangen 8, ☒ 11, Wohn: Altona: [872, 1216, 1182, 1251]
directory-entry: — C. C. J., Küper, Bankstr. 77, ☒ 7: [1199, 1508, 1406, 1525]
directory-entry: ⊙ J. Süskind junr., Ⓗ, Fondsgesch., Bst: Fondsb., ☏ I, 2010, gr. Bleichen 16, ☒ 1, Wohn: Brahmsallee 6, ☒ 13: [872, 925, 1191, 978]
margin-fragment: lee: [92, 327, 112, 346]
directory-entry: Sühlsen, C. G. J., Privatier, Süderstr.119, ☒ 25: [545, 1453, 815, 1470]
directory-entry: — H., Steinbrügger, Fuhlsbüttelerstr. 40, ☒ 22: [218, 652, 488, 669]
directory-entry: — Ernst, Grindelallee 4, H. 1, ☒ 13: [218, 561, 426, 578]
directory-entry: Sudhans, Heinr., Arbtr., Schumannstr. 45a, ☒ 21: [218, 1690, 498, 1707]
directory-entry: ⊙ J. Süsskind, Ⓗ, Schneidermstr., BCto: Volksb., Steindamm 28, ☒ 5: [872, 1452, 1151, 1488]
directory-entry: Suerbier, A., Maurer,Eppendorferweg 180, H. 4, ☒ 20: [872, 652, 1185, 669]
margin-fragment: eau: [88, 1814, 112, 1834]
directory-entry: — R., Hoteldiener, Humboldtstr. 71/73, ☒ 21: [872, 1253, 1135, 1270]
header-year: 1905: [820, 102, 884, 133]
margin-fragment: 29,: [90, 1559, 112, 1579]
directory-entry: Süberkrop, Frau D., Nachw.-Bureau, St. G., Langereihe 57, ☒ 5: [545, 415, 798, 451]
directory-entry: Sudholz, Frl. Math., Rönnhaidstrasse 41, ☒ 22: [545, 179, 815, 196]
directory-entry: — Rud., Süderstr. 217, ☒ 25: [218, 998, 385, 1015]
directory-entry: — W., Wohldorferstr. 57, ☒ 22: [872, 870, 1052, 887]
